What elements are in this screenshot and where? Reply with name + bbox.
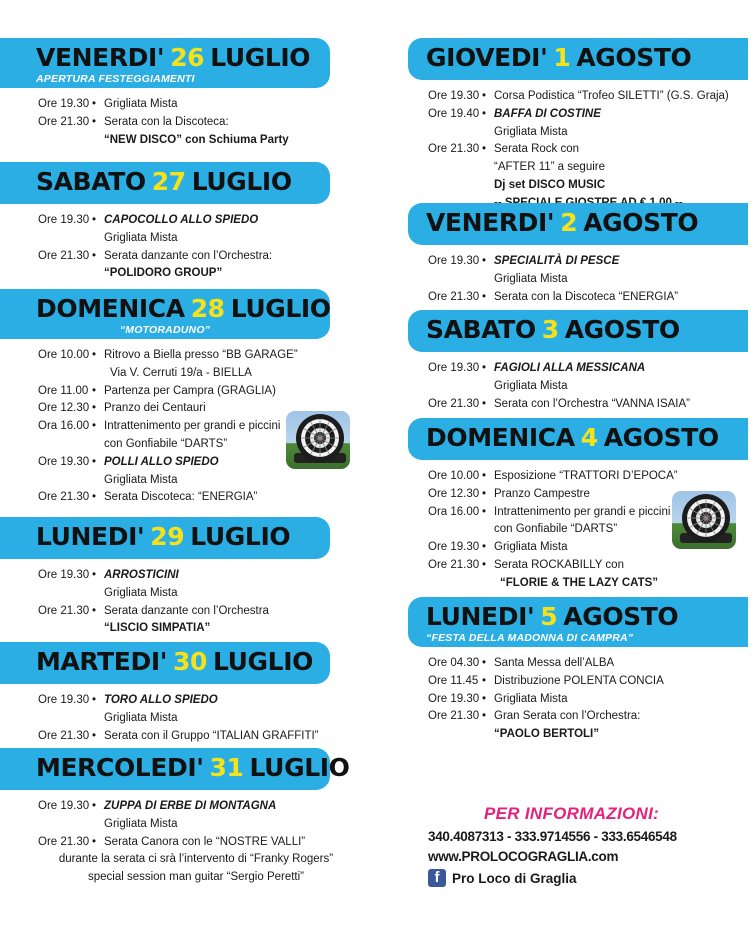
event-time: Ore 19.30 — [38, 569, 90, 581]
event-continuation: “NEW DISCO” con Schiuma Party — [104, 133, 289, 146]
day-section — [0, 642, 390, 745]
bullet: • — [92, 214, 97, 226]
day-name: MARTEDI' — [36, 647, 167, 676]
day-banner — [408, 310, 748, 352]
event-item — [38, 212, 390, 248]
day-name: LUNEDI' — [36, 522, 145, 551]
event-description: Grigliata Mista — [494, 541, 568, 554]
day-banner — [0, 38, 330, 88]
event-time: Ore 12.30 — [428, 487, 480, 500]
event-description: Partenza per Campra (GRAGLIA) — [104, 384, 276, 397]
event-continuation: Grigliata Mista — [104, 586, 178, 599]
event-item — [428, 360, 756, 396]
day-number: 27 — [151, 167, 186, 196]
event-description: Intrattenimento per grandi e piccini — [494, 505, 671, 518]
event-continuation: Via V. Cerruti 19/a - BIELLA — [110, 366, 252, 379]
event-item — [428, 396, 756, 414]
month-name: AGOSTO — [576, 43, 692, 72]
event-time: Ore 19.40 — [428, 107, 480, 120]
month-name: LUGLIO — [210, 43, 311, 72]
day-name: GIOVEDI' — [426, 43, 548, 72]
event-description: SPECIALITÀ DI PESCE — [494, 255, 620, 267]
event-time: Ore 12.30 — [38, 402, 90, 415]
event-description: Esposizione “TRATTORI D’EPOCA” — [494, 470, 678, 482]
event-description: CAPOCOLLO ALLO SPIEDO — [104, 214, 259, 226]
event-list — [0, 559, 390, 638]
event-item — [38, 114, 390, 150]
event-item — [38, 692, 390, 728]
info-heading: PER INFORMAZIONI: — [484, 804, 660, 823]
info-block — [428, 804, 748, 887]
event-continuation: “LISCIO SIMPATIA” — [104, 622, 211, 635]
event-time: Ora 16.00 — [38, 420, 90, 433]
event-description: Serata danzante con l’Orchestra: — [104, 249, 273, 262]
day-name: SABATO — [36, 167, 146, 196]
bullet: • — [482, 541, 487, 554]
event-time: Ore 10.00 — [428, 470, 480, 482]
event-description: BAFFA DI COSTINE — [494, 107, 601, 120]
event-continuation: Grigliata Mista — [494, 125, 568, 138]
event-description: Serata ROCKABILLY con — [494, 558, 624, 571]
event-time: Ore 19.30 — [38, 214, 90, 226]
event-description: Pranzo dei Centauri — [104, 402, 206, 415]
day-banner — [0, 642, 330, 684]
event-continuation: “AFTER 11” a seguire — [494, 161, 605, 174]
event-list — [0, 790, 390, 887]
event-description: Serata Canora con le “NOSTRE VALLI” — [104, 835, 306, 848]
event-continuation: Grigliata Mista — [494, 379, 568, 392]
event-time: Ore 21.30 — [38, 729, 90, 742]
event-time: Ore 19.30 — [428, 362, 480, 374]
event-item — [38, 798, 390, 834]
event-continuation: Dj set DISCO MUSIC — [494, 178, 606, 191]
day-section — [408, 38, 756, 213]
event-time: Ore 19.30 — [428, 541, 480, 554]
event-item — [38, 603, 390, 639]
event-list — [0, 204, 390, 283]
event-continuation: “FLORIE & THE LAZY CATS” — [500, 576, 659, 589]
event-time: Ore 21.30 — [38, 604, 90, 617]
day-banner — [408, 418, 748, 460]
event-description: TORO ALLO SPIEDO — [104, 694, 218, 706]
bullet: • — [92, 694, 97, 706]
bullet: • — [482, 255, 487, 267]
month-name: LUGLIO — [249, 753, 350, 782]
day-section — [0, 517, 390, 638]
month-name: LUGLIO — [230, 294, 331, 323]
event-item — [38, 489, 390, 507]
day-number: 1 — [553, 43, 571, 72]
event-continuation: Grigliata Mista — [494, 272, 568, 285]
event-list — [408, 352, 756, 413]
day-banner — [408, 203, 748, 245]
bullet: • — [92, 835, 97, 848]
event-item — [428, 655, 756, 673]
event-continuation: Grigliata Mista — [104, 817, 178, 830]
event-continuation: con Gonfiabile “DARTS” — [104, 437, 228, 450]
event-description: Serata Discoteca: “ENERGIA” — [104, 491, 258, 504]
event-item — [38, 248, 390, 284]
month-name: AGOSTO — [563, 602, 679, 631]
day-section — [408, 310, 756, 413]
event-item — [428, 253, 756, 289]
day-name: SABATO — [426, 315, 536, 344]
bullet: • — [92, 249, 97, 262]
event-description: Pranzo Campestre — [494, 487, 590, 500]
day-section — [0, 748, 390, 887]
event-continuation: con Gonfiabile “DARTS” — [494, 523, 618, 536]
info-website[interactable]: www.PROLOCOGRAGLIA.com — [428, 849, 619, 864]
event-description: FAGIOLI ALLA MESSICANA — [494, 362, 646, 374]
day-number: 29 — [150, 522, 185, 551]
day-number: 3 — [541, 315, 559, 344]
event-description: Serata con la Discoteca: — [104, 115, 229, 128]
bullet: • — [92, 384, 97, 397]
bullet: • — [482, 657, 487, 669]
darts-inflatable-image-1 — [286, 411, 350, 469]
event-description: Serata con il Gruppo “ITALIAN GRAFFITI” — [104, 729, 319, 742]
event-continuation: Grigliata Mista — [104, 473, 178, 486]
bullet: • — [92, 604, 97, 617]
bullet: • — [482, 692, 487, 705]
day-name: MERCOLEDI' — [36, 753, 204, 782]
day-banner — [408, 597, 748, 647]
event-time: Ore 11.45 — [428, 674, 479, 687]
facebook-icon: f — [428, 869, 446, 887]
event-time: Ore 21.30 — [428, 710, 480, 723]
bullet: • — [482, 290, 487, 303]
event-continuation: Grigliata Mista — [104, 711, 178, 724]
event-time: Ore 19.30 — [428, 90, 480, 102]
day-banner — [0, 289, 330, 339]
event-description: Serata danzante con l’Orchestra — [104, 604, 269, 617]
event-time: Ore 21.30 — [428, 558, 480, 571]
event-description: Corsa Podistica “Trofeo SILETTI” (G.S. Graja) — [494, 90, 729, 102]
day-banner — [0, 162, 330, 204]
bullet: • — [482, 143, 487, 156]
bullet: • — [92, 402, 97, 415]
bullet: • — [482, 505, 487, 518]
month-name: LUGLIO — [190, 522, 291, 551]
day-subtitle: “MOTORADUNO” — [119, 324, 211, 336]
day-section — [0, 289, 390, 507]
event-description: Grigliata Mista — [494, 692, 568, 705]
event-description: ZUPPA DI ERBE DI MONTAGNA — [104, 800, 277, 812]
event-time: Ora 16.00 — [428, 505, 480, 518]
event-time: Ore 19.30 — [38, 98, 90, 110]
bullet: • — [92, 455, 97, 468]
bullet: • — [92, 115, 97, 128]
dartboard-icon — [672, 491, 736, 549]
facebook-link[interactable] — [428, 869, 748, 887]
bullet: • — [482, 362, 487, 374]
day-number: 30 — [173, 647, 207, 676]
month-name: AGOSTO — [583, 208, 699, 237]
day-name: DOMENICA — [426, 423, 575, 452]
bullet: • — [482, 470, 487, 482]
event-description: Santa Messa dell’ALBA — [494, 657, 615, 669]
event-item — [428, 106, 756, 142]
event-list — [0, 88, 390, 149]
event-item — [428, 691, 756, 709]
event-item — [428, 141, 756, 212]
bullet: • — [482, 710, 487, 723]
event-item — [38, 834, 390, 852]
event-description: Gran Serata con l’Orchestra: — [494, 710, 641, 723]
bullet: • — [92, 491, 97, 504]
day-number: 4 — [580, 423, 598, 452]
day-section — [0, 38, 390, 149]
bullet: • — [92, 800, 97, 812]
bullet: • — [92, 98, 97, 110]
event-list — [0, 684, 390, 745]
day-banner — [0, 517, 330, 559]
event-list — [408, 80, 756, 213]
event-time: Ore 19.30 — [38, 694, 90, 706]
bullet: • — [92, 729, 97, 742]
event-description: Grigliata Mista — [104, 98, 178, 110]
event-time: Ore 11.00 — [38, 384, 89, 397]
info-phones: 340.4087313 - 333.9714556 - 333.6546548 — [428, 829, 677, 844]
event-item — [38, 728, 390, 746]
day-number: 28 — [190, 294, 225, 323]
day-name: VENERDI' — [36, 43, 165, 72]
event-item — [428, 708, 756, 744]
day-section — [0, 162, 390, 283]
event-item — [38, 567, 390, 603]
event-description: Distribuzione POLENTA CONCIA — [494, 674, 664, 687]
bullet: • — [92, 420, 97, 433]
event-time: Ore 21.30 — [38, 249, 90, 262]
day-number: 31 — [209, 753, 244, 782]
day-banner — [0, 748, 350, 790]
event-continuation: “POLIDORO GROUP” — [104, 267, 223, 280]
bullet: • — [92, 569, 97, 581]
day-section — [408, 203, 756, 306]
bullet: • — [482, 558, 487, 571]
event-time: Ore 19.30 — [428, 692, 480, 705]
event-description: Serata Rock con — [494, 143, 580, 156]
event-item — [428, 289, 756, 307]
day-name: VENERDI' — [426, 208, 555, 237]
bullet: • — [482, 90, 487, 102]
event-description: Serata con la Discoteca “ENERGIA” — [494, 290, 679, 303]
event-time: Ore 21.30 — [38, 115, 90, 128]
darts-inflatable-image-2 — [672, 491, 736, 549]
event-time: Ore 21.30 — [428, 290, 480, 303]
event-item — [38, 383, 390, 401]
month-name: LUGLIO — [191, 167, 292, 196]
event-note: special session man guitar “Sergio Peretti” — [87, 871, 305, 884]
event-continuation: Grigliata Mista — [104, 231, 178, 244]
day-number: 26 — [170, 43, 205, 72]
dartboard-icon — [286, 411, 350, 469]
event-item — [38, 96, 390, 114]
month-name: LUGLIO — [213, 647, 313, 676]
event-note: durante la serata ci srà l’intervento di “Franky Rogers” — [58, 853, 334, 866]
day-number: 2 — [560, 208, 578, 237]
event-time: Ore 21.30 — [428, 397, 480, 410]
event-time: Ore 21.30 — [38, 835, 90, 848]
event-item — [428, 88, 756, 106]
event-description: Serata con l’Orchestra “VANNA ISAIA” — [494, 397, 690, 410]
event-time: Ore 21.30 — [428, 143, 480, 156]
event-description: Ritrovo a Biella presso “BB GARAGE” — [104, 349, 298, 361]
event-time: Ore 19.30 — [428, 255, 480, 267]
event-time: Ore 10.00 — [38, 349, 90, 361]
facebook-label: Pro Loco di Graglia — [452, 870, 577, 886]
event-time: Ore 19.30 — [38, 455, 90, 468]
day-number: 5 — [540, 602, 558, 631]
event-description: ARROSTICINI — [104, 569, 179, 581]
event-time: Ore 21.30 — [38, 491, 90, 504]
day-name: DOMENICA — [36, 294, 185, 323]
bullet: • — [482, 397, 487, 410]
event-list — [408, 245, 756, 306]
event-item — [38, 347, 390, 383]
event-description: Intrattenimento per grandi e piccini — [104, 420, 281, 433]
event-item — [428, 468, 756, 486]
event-description: POLLI ALLO SPIEDO — [104, 455, 219, 468]
event-time: Ore 19.30 — [38, 800, 90, 812]
event-item — [428, 673, 756, 691]
event-list — [408, 647, 756, 744]
day-banner — [408, 38, 748, 80]
bullet: • — [482, 487, 487, 500]
event-time: Ore 04.30 — [428, 657, 480, 669]
day-section — [408, 597, 756, 744]
month-name: AGOSTO — [564, 315, 680, 344]
event-continuation: “PAOLO BERTOLI” — [494, 728, 599, 741]
day-subtitle: “FESTA DELLA MADONNA DI CAMPRA” — [426, 632, 634, 644]
bullet: • — [482, 674, 487, 687]
day-name: LUNEDI' — [426, 602, 535, 631]
month-name: AGOSTO — [603, 423, 719, 452]
bullet: • — [92, 349, 97, 361]
bullet: • — [482, 107, 487, 120]
day-subtitle: APERTURA FESTEGGIAMENTI — [36, 73, 195, 85]
event-item — [428, 557, 756, 593]
